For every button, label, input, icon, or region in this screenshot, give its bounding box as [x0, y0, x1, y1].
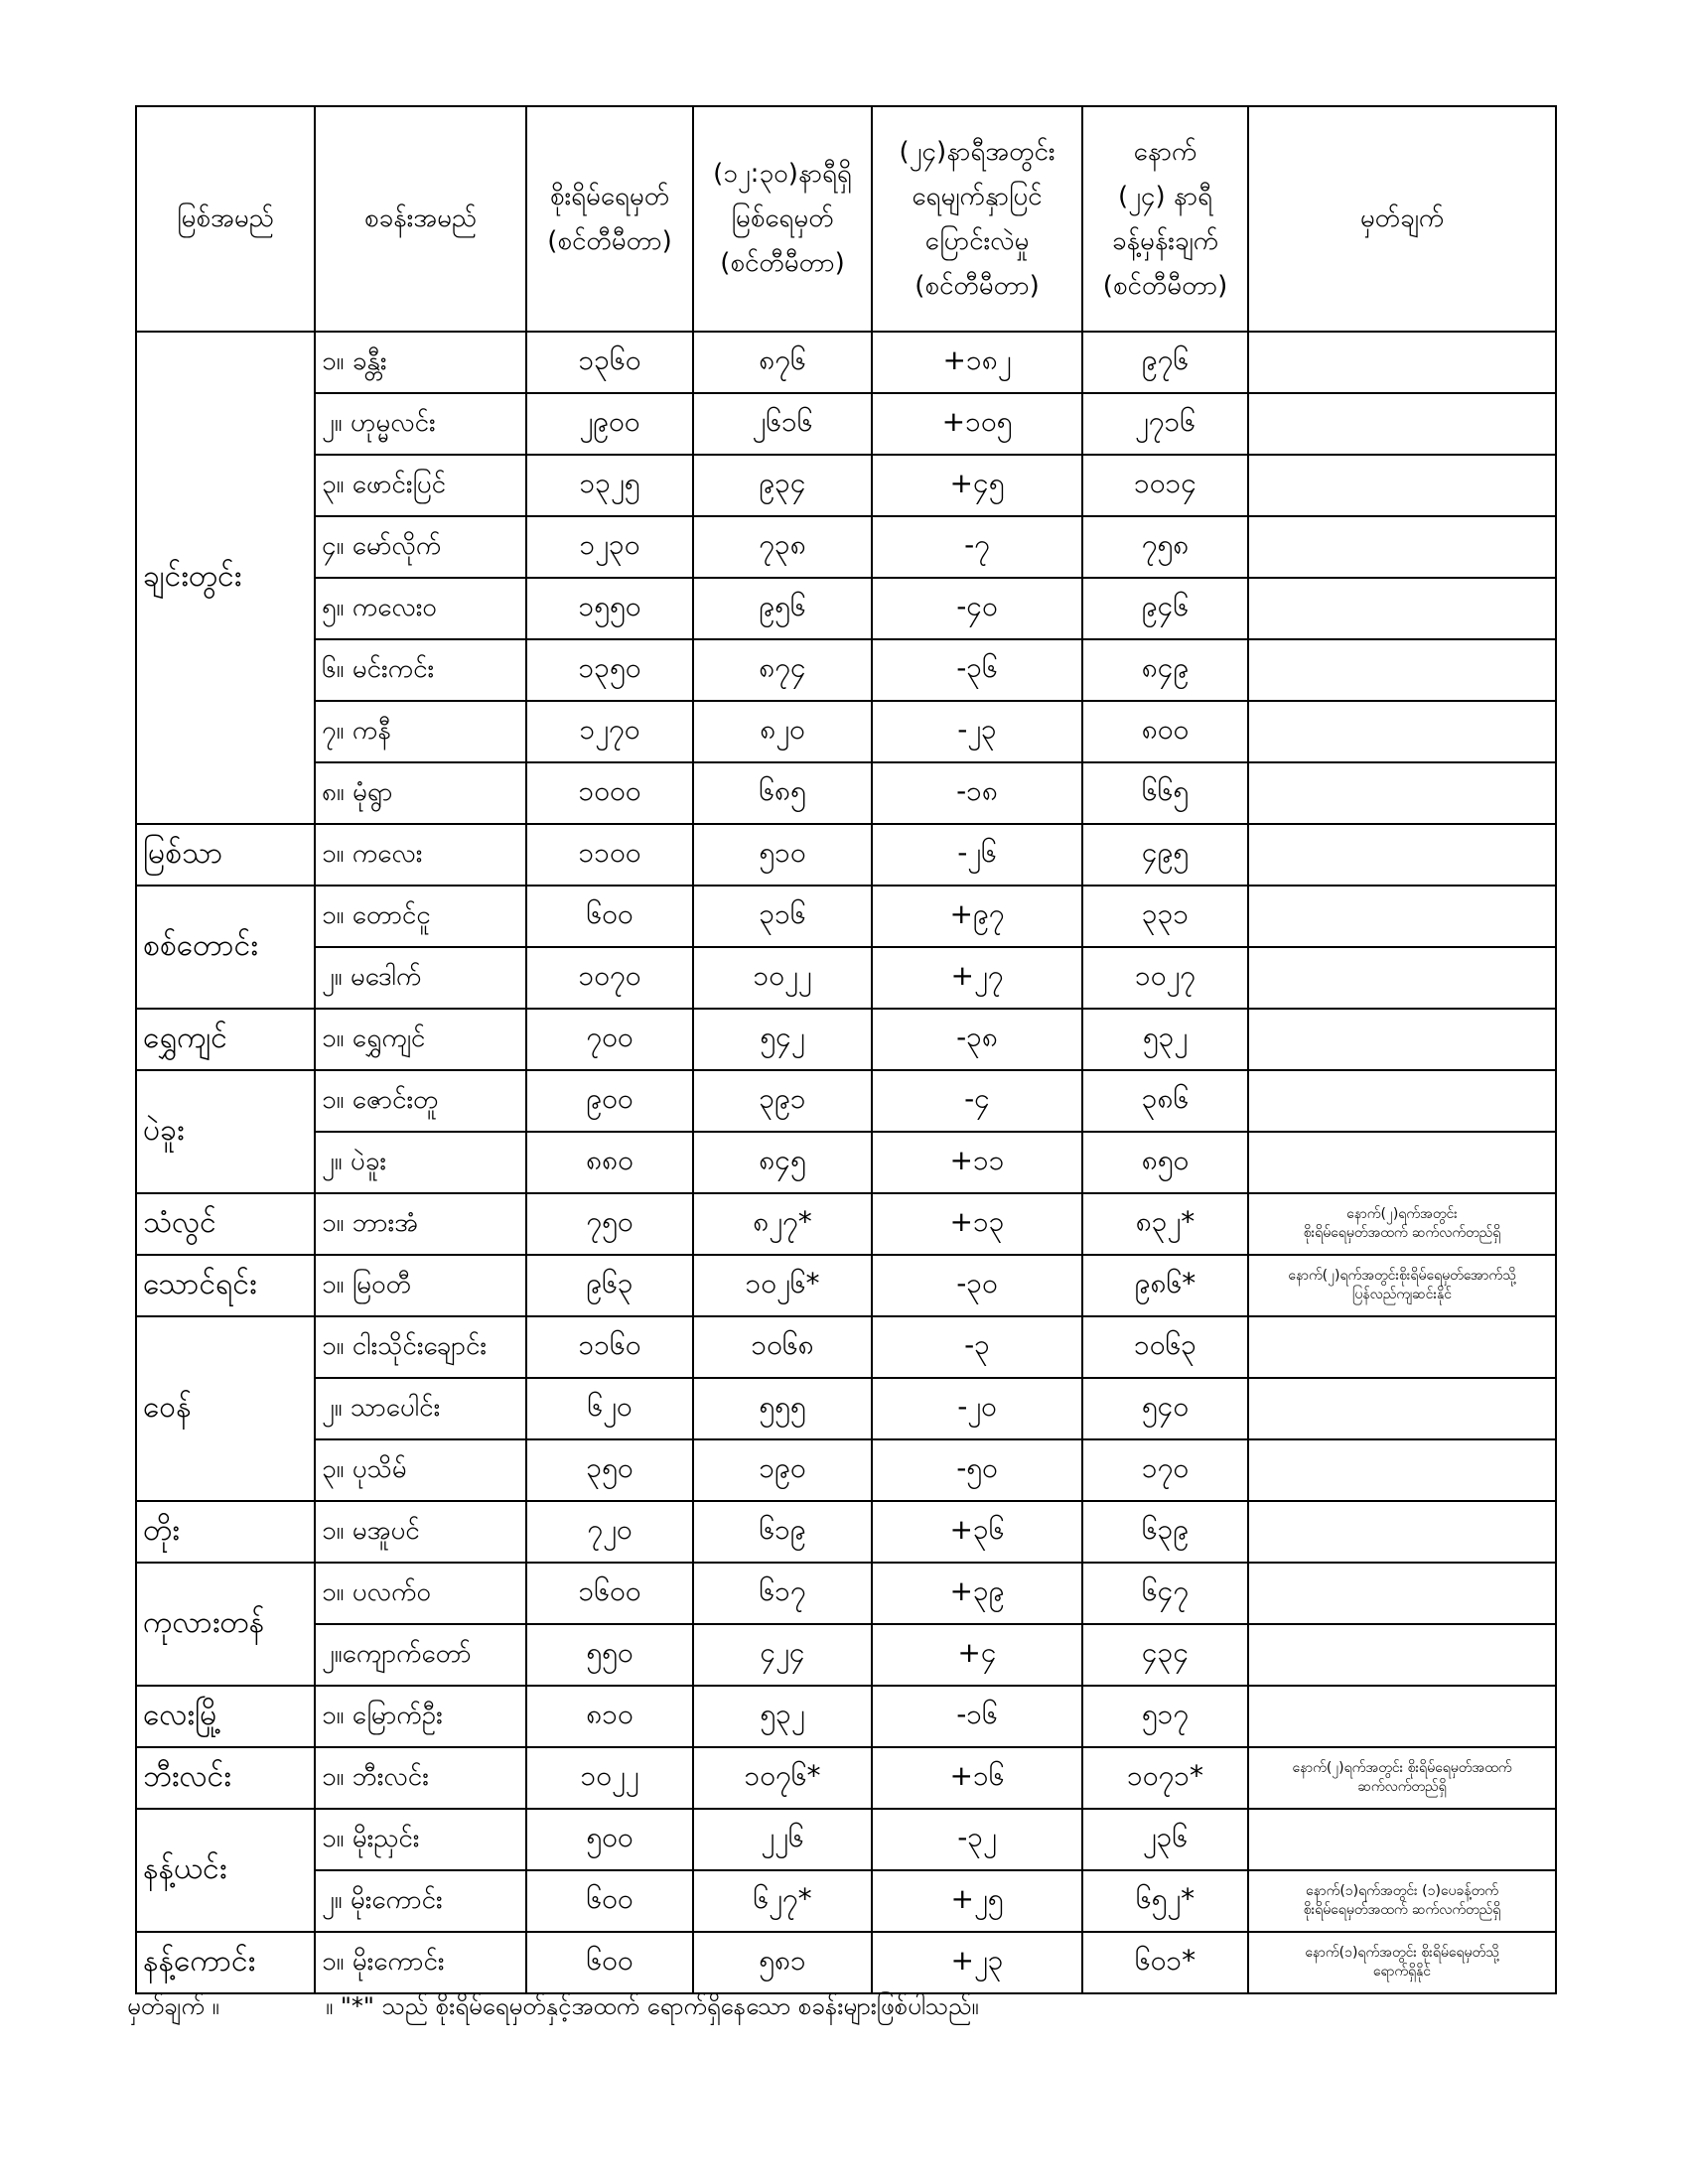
change-cell: -၁၆	[872, 1686, 1082, 1747]
change-cell: +၂၇	[872, 947, 1082, 1009]
current-level-cell: ၈၄၅	[693, 1132, 872, 1193]
station-name-cell: ၁။ မိုးကောင်း	[315, 1932, 526, 1993]
danger-level-cell: ၁၂၃၀	[526, 516, 693, 578]
footnote-text: ။ "*" သည် စိုးရိမ်ရေမှတ်နှင့်အထက် ရောက်ရှိနေသော စခန်းများဖြစ်ပါသည်။	[326, 1992, 979, 2020]
change-cell: -၂၀	[872, 1378, 1082, 1439]
station-name-cell: ၁။ မြဝတီ	[315, 1255, 526, 1316]
header-station-name: စခန်းအမည်	[315, 106, 526, 332]
station-name-cell: ၁။ ခန္တီး	[315, 332, 526, 393]
forecast-cell: ၁၇၀	[1082, 1439, 1248, 1501]
header-current-level: (၁၂:၃၀)နာရီရှိ မြစ်ရေမှတ် (စင်တီမီတာ)	[693, 106, 872, 332]
remark-cell	[1248, 516, 1556, 578]
forecast-cell: ၃၈၆	[1082, 1070, 1248, 1132]
river-name-cell: သံလွင်	[136, 1193, 315, 1255]
table-row	[136, 1193, 1556, 1255]
station-name-cell: ၃။ ဖောင်းပြင်	[315, 455, 526, 516]
current-level-cell: ၆၂၇*	[693, 1870, 872, 1932]
station-name-cell: ၃။ ပုသိမ်	[315, 1439, 526, 1501]
current-level-cell: ၃၁၆	[693, 886, 872, 947]
remark-cell: နောက်(၂)ရက်အတွင်း စိုးရိမ်ရေမှတ်အထက် ဆက်လက်တည်ရှိ	[1248, 1747, 1556, 1809]
table-row	[136, 1255, 1556, 1316]
change-cell: +၉၇	[872, 886, 1082, 947]
forecast-cell: ၅၄၀	[1082, 1378, 1248, 1439]
forecast-cell: ၁၀၆၃	[1082, 1316, 1248, 1378]
station-name-cell: ၂။ သာပေါင်း	[315, 1378, 526, 1439]
current-level-cell: ၂၆၁၆	[693, 393, 872, 455]
station-name-cell: ၁။ ကလေး	[315, 824, 526, 886]
station-name-cell: ၂။ကျောက်တော်	[315, 1624, 526, 1686]
danger-level-cell: ၁၁၀၀	[526, 824, 693, 886]
change-cell: +၂၃	[872, 1932, 1082, 1993]
change-cell: -၅၀	[872, 1439, 1082, 1501]
station-name-cell: ၁။ ဇောင်းတူ	[315, 1070, 526, 1132]
table-row	[136, 762, 1556, 824]
remark-cell	[1248, 332, 1556, 393]
current-level-cell: ၁၀၂၂	[693, 947, 872, 1009]
table-row	[136, 1009, 1556, 1070]
change-cell: +၁၆	[872, 1747, 1082, 1809]
danger-level-cell: ၁၀၀၀	[526, 762, 693, 824]
current-level-cell: ၁၀၇၆*	[693, 1747, 872, 1809]
forecast-cell: ၄၉၅	[1082, 824, 1248, 886]
danger-level-cell: ၅၀၀	[526, 1809, 693, 1870]
forecast-cell: ၁၀၁၄	[1082, 455, 1248, 516]
danger-level-cell: ၁၆၀၀	[526, 1563, 693, 1624]
station-name-cell: ၁။ ငါးသိုင်းချောင်း	[315, 1316, 526, 1378]
table-row	[136, 332, 1556, 393]
change-cell: +၄	[872, 1624, 1082, 1686]
table-row	[136, 1501, 1556, 1563]
change-cell: +၃၉	[872, 1563, 1082, 1624]
danger-level-cell: ၇၂၀	[526, 1501, 693, 1563]
table-row	[136, 886, 1556, 947]
forecast-cell: ၅၁၇	[1082, 1686, 1248, 1747]
danger-level-cell: ၁၂၇၀	[526, 701, 693, 762]
remark-cell: နောက်(၁)ရက်အတွင်း (၁)ပေခန့်တက် စိုးရိမ်ရေမှတ်အထက် ဆက်လက်တည်ရှိ	[1248, 1870, 1556, 1932]
river-name-cell: စစ်တောင်း	[136, 886, 315, 1009]
river-name-cell: ဝေန်	[136, 1316, 315, 1501]
remark-cell	[1248, 578, 1556, 639]
danger-level-cell: ၁၃၅၀	[526, 639, 693, 701]
remark-cell	[1248, 455, 1556, 516]
remark-cell	[1248, 1132, 1556, 1193]
forecast-cell: ၉၄၆	[1082, 578, 1248, 639]
danger-level-cell: ၈၈၀	[526, 1132, 693, 1193]
forecast-cell: ၆၀၁*	[1082, 1932, 1248, 1993]
remark-cell: နောက်(၁)ရက်အတွင်း စိုးရိမ်ရေမှတ်သို့ ရောက်ရှိနိုင်	[1248, 1932, 1556, 1993]
header-row	[136, 106, 1556, 332]
current-level-cell: ၉၅၆	[693, 578, 872, 639]
river-name-cell: တိုး	[136, 1501, 315, 1563]
remark-cell	[1248, 1563, 1556, 1624]
table-row	[136, 1378, 1556, 1439]
change-cell: +၂၅	[872, 1870, 1082, 1932]
table-row	[136, 1809, 1556, 1870]
current-level-cell: ၂၂၆	[693, 1809, 872, 1870]
danger-level-cell: ၈၁၀	[526, 1686, 693, 1747]
station-name-cell: ၆။ မင်းကင်း	[315, 639, 526, 701]
header-river-name: မြစ်အမည်	[136, 106, 315, 332]
table-row	[136, 1686, 1556, 1747]
header-danger-level: စိုးရိမ်ရေမှတ် (စင်တီမီတာ)	[526, 106, 693, 332]
forecast-cell: ၆၅၂*	[1082, 1870, 1248, 1932]
station-name-cell: ၁။ တောင်ငူ	[315, 886, 526, 947]
station-name-cell: ၁။ မအူပင်	[315, 1501, 526, 1563]
table-row	[136, 1316, 1556, 1378]
forecast-cell: ၂၃၆	[1082, 1809, 1248, 1870]
table-row	[136, 1132, 1556, 1193]
remark-cell	[1248, 1809, 1556, 1870]
danger-level-cell: ၁၀၂၂	[526, 1747, 693, 1809]
change-cell: +၁၀၅	[872, 393, 1082, 455]
river-name-cell: နန့်ယင်း	[136, 1809, 315, 1932]
current-level-cell: ၅၃၂	[693, 1686, 872, 1747]
table-row	[136, 1870, 1556, 1932]
forecast-cell: ၃၃၁	[1082, 886, 1248, 947]
danger-level-cell: ၇၅၀	[526, 1193, 693, 1255]
change-cell: -၃၆	[872, 639, 1082, 701]
danger-level-cell: ၆၀၀	[526, 1932, 693, 1993]
river-name-cell: ကုလားတန်	[136, 1563, 315, 1686]
change-cell: +၃၆	[872, 1501, 1082, 1563]
remark-cell	[1248, 824, 1556, 886]
table-row	[136, 947, 1556, 1009]
river-name-cell: ဘီးလင်း	[136, 1747, 315, 1809]
forecast-cell: ၆၄၇	[1082, 1563, 1248, 1624]
table-row	[136, 516, 1556, 578]
remark-cell	[1248, 1316, 1556, 1378]
current-level-cell: ၆၁၇	[693, 1563, 872, 1624]
river-name-cell: ပဲခူး	[136, 1070, 315, 1193]
current-level-cell: ၉၃၄	[693, 455, 872, 516]
current-level-cell: ၅၅၅	[693, 1378, 872, 1439]
current-level-cell: ၅၈၁	[693, 1932, 872, 1993]
forecast-cell: ၄၃၄	[1082, 1624, 1248, 1686]
table-row	[136, 639, 1556, 701]
table-row	[136, 1932, 1556, 1993]
forecast-cell: ၈၃၂*	[1082, 1193, 1248, 1255]
remark-cell	[1248, 1070, 1556, 1132]
change-cell: +၁၈၂	[872, 332, 1082, 393]
forecast-cell: ၉၈၆*	[1082, 1255, 1248, 1316]
change-cell: -၂၆	[872, 824, 1082, 886]
table-row	[136, 393, 1556, 455]
table-row	[136, 1070, 1556, 1132]
current-level-cell: ၅၄၂	[693, 1009, 872, 1070]
table-row	[136, 1439, 1556, 1501]
river-name-cell: ချင်းတွင်း	[136, 332, 315, 824]
table-row	[136, 1624, 1556, 1686]
forecast-cell: ၈၀၀	[1082, 701, 1248, 762]
remark-cell	[1248, 886, 1556, 947]
river-name-cell: ရွှေကျင်	[136, 1009, 315, 1070]
danger-level-cell: ၁၃၂၅	[526, 455, 693, 516]
river-name-cell: မြစ်သာ	[136, 824, 315, 886]
change-cell: +၁၃	[872, 1193, 1082, 1255]
change-cell: -၃	[872, 1316, 1082, 1378]
footnote-label: မှတ်ချက် ။	[127, 1992, 219, 2020]
station-name-cell: ၄။ မော်လိုက်	[315, 516, 526, 578]
change-cell: -၇	[872, 516, 1082, 578]
station-name-cell: ၅။ ကလေးဝ	[315, 578, 526, 639]
remark-cell	[1248, 762, 1556, 824]
forecast-cell: ၇၅၈	[1082, 516, 1248, 578]
change-cell: -၃၀	[872, 1255, 1082, 1316]
header-remark: မှတ်ချက်	[1248, 106, 1556, 332]
current-level-cell: ၁၉၀	[693, 1439, 872, 1501]
danger-level-cell: ၁၅၅၀	[526, 578, 693, 639]
danger-level-cell: ၅၅၀	[526, 1624, 693, 1686]
station-name-cell: ၂။ မိုးကောင်း	[315, 1870, 526, 1932]
remark-cell: နောက်(၂)ရက်အတွင်း စိုးရိမ်ရေမှတ်အထက် ဆက်လက်တည်ရှိ	[1248, 1193, 1556, 1255]
current-level-cell: ၆၈၅	[693, 762, 872, 824]
station-name-cell: ၁။ ဘီးလင်း	[315, 1747, 526, 1809]
forecast-cell: ၆၆၅	[1082, 762, 1248, 824]
remark-cell	[1248, 393, 1556, 455]
danger-level-cell: ၇၀၀	[526, 1009, 693, 1070]
change-cell: +၁၁	[872, 1132, 1082, 1193]
station-name-cell: ၁။ ဘားအံ	[315, 1193, 526, 1255]
station-name-cell: ၁။ ရွှေကျင်	[315, 1009, 526, 1070]
change-cell: -၁၈	[872, 762, 1082, 824]
station-name-cell: ၁။ ပလက်ဝ	[315, 1563, 526, 1624]
table-row	[136, 1747, 1556, 1809]
remark-cell	[1248, 1009, 1556, 1070]
current-level-cell: ၅၁၀	[693, 824, 872, 886]
station-name-cell: ၂။ မဒေါက်	[315, 947, 526, 1009]
forecast-cell: ၉၇၆	[1082, 332, 1248, 393]
footnote	[127, 1990, 1617, 2026]
forecast-cell: ၂၇၁၆	[1082, 393, 1248, 455]
remark-cell	[1248, 1378, 1556, 1439]
change-cell: -၄	[872, 1070, 1082, 1132]
forecast-cell: ၁၀၇၁*	[1082, 1747, 1248, 1809]
remark-cell	[1248, 1501, 1556, 1563]
danger-level-cell: ၆၀၀	[526, 886, 693, 947]
danger-level-cell: ၁၁၆၀	[526, 1316, 693, 1378]
current-level-cell: ၇၃၈	[693, 516, 872, 578]
danger-level-cell: ၆၂၀	[526, 1378, 693, 1439]
river-name-cell: လေးမြို့	[136, 1686, 315, 1747]
station-name-cell: ၂။ ပဲခူး	[315, 1132, 526, 1193]
forecast-cell: ၁၀၂၇	[1082, 947, 1248, 1009]
current-level-cell: ၆၁၉	[693, 1501, 872, 1563]
header-24h-forecast: နောက် (၂၄) နာရီ ခန့်မှန်းချက် (စင်တီမီတာ)	[1082, 106, 1248, 332]
remark-cell	[1248, 639, 1556, 701]
remark-cell	[1248, 1439, 1556, 1501]
current-level-cell: ၈၇၄	[693, 639, 872, 701]
table-row	[136, 1563, 1556, 1624]
danger-level-cell: ၁၀၇၀	[526, 947, 693, 1009]
current-level-cell: ၁၀၆၈	[693, 1316, 872, 1378]
table-row	[136, 824, 1556, 886]
danger-level-cell: ၁၃၆၀	[526, 332, 693, 393]
table-row	[136, 578, 1556, 639]
current-level-cell: ၄၂၄	[693, 1624, 872, 1686]
station-name-cell: ၁။ မိုးညှင်း	[315, 1809, 526, 1870]
change-cell: -၃၈	[872, 1009, 1082, 1070]
station-name-cell: ၁။ မြောက်ဦး	[315, 1686, 526, 1747]
river-water-level-table	[135, 105, 1557, 1994]
forecast-cell: ၈၄၉	[1082, 639, 1248, 701]
danger-level-cell: ၆၀၀	[526, 1870, 693, 1932]
table-row	[136, 455, 1556, 516]
remark-cell	[1248, 1624, 1556, 1686]
current-level-cell: ၈၂၇*	[693, 1193, 872, 1255]
station-name-cell: ၇။ ကနီ	[315, 701, 526, 762]
current-level-cell: ၈၇၆	[693, 332, 872, 393]
current-level-cell: ၁၀၂၆*	[693, 1255, 872, 1316]
header-24h-change: (၂၄)နာရီအတွင်း ရေမျက်နှာပြင် ပြောင်းလဲမှု (စင်တီမီတာ)	[872, 106, 1082, 332]
table-row	[136, 701, 1556, 762]
forecast-cell: ၈၅၀	[1082, 1132, 1248, 1193]
current-level-cell: ၈၂၀	[693, 701, 872, 762]
station-name-cell: ၈။ မုံရွာ	[315, 762, 526, 824]
change-cell: -၄၀	[872, 578, 1082, 639]
change-cell: -၂၃	[872, 701, 1082, 762]
current-level-cell: ၃၉၁	[693, 1070, 872, 1132]
forecast-cell: ၅၃၂	[1082, 1009, 1248, 1070]
remark-cell	[1248, 947, 1556, 1009]
danger-level-cell: ၉၆၃	[526, 1255, 693, 1316]
forecast-cell: ၆၃၉	[1082, 1501, 1248, 1563]
station-name-cell: ၂။ ဟုမ္မလင်း	[315, 393, 526, 455]
remark-cell	[1248, 1686, 1556, 1747]
danger-level-cell: ၃၅၀	[526, 1439, 693, 1501]
river-name-cell: သောင်ရင်း	[136, 1255, 315, 1316]
change-cell: -၃၂	[872, 1809, 1082, 1870]
remark-cell	[1248, 701, 1556, 762]
danger-level-cell: ၂၉၀၀	[526, 393, 693, 455]
change-cell: +၄၅	[872, 455, 1082, 516]
danger-level-cell: ၉၀၀	[526, 1070, 693, 1132]
remark-cell: နောက်(၂)ရက်အတွင်းစိုးရိမ်ရေမှတ်အောက်သို့ ပြန်လည်ကျဆင်းနိုင်	[1248, 1255, 1556, 1316]
river-name-cell: နန့်ကောင်း	[136, 1932, 315, 1993]
